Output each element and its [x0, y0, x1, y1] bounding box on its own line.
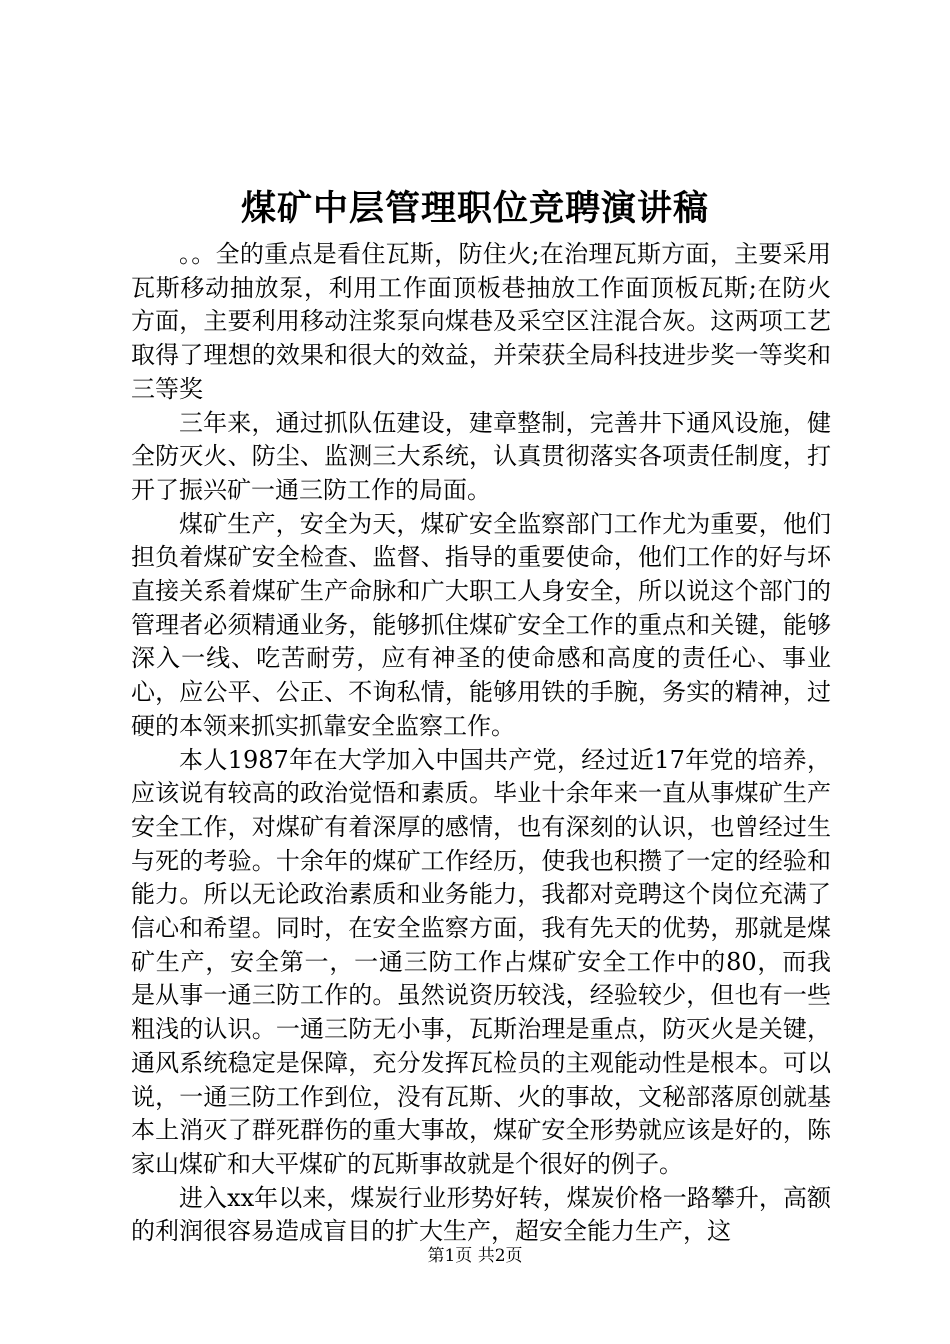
paragraph-2: 三年来，通过抓队伍建设，建章整制，完善井下通风设施，健全防灭火、防尘、监测三大系统，认真贯彻落实各项责任制度，打开了振兴矿一通三防工作的局面。 — [131, 408, 831, 504]
paragraph-3: 煤矿生产，安全为天，煤矿安全监察部门工作尤为重要，他们担负着煤矿安全检查、监督、指导的重要使命，他们工作的好与坏直接关系着煤矿生产命脉和广大职工人身安全，所以说这个部门的管理者必须精通业务，能够抓住煤矿安全工作的重点和关键，能够深入一线、吃苦耐劳，应有神圣的使命感和高度的责任心、事业心，应公平、公正、不询私情，能够用铁的手腕，务实的精神，过硬的本领来抓实抓靠安全监察工作。 — [131, 509, 831, 740]
document-body — [131, 238, 831, 1249]
paragraph-1: 。。全的重点是看住瓦斯，防住火;在治理瓦斯方面，主要采用瓦斯移动抽放泵，利用工作面顶板巷抽放工作面顶板瓦斯;在防火方面，主要利用移动注浆泵向煤巷及采空区注混合灰。这两项工艺取得了理想的效果和很大的效益，并荣获全局科技进步奖一等奖和三等奖 — [131, 240, 831, 403]
paragraph-5: 进入xx年以来，煤炭行业形势好转，煤炭价格一路攀升，高额的利润很容易造成盲目的扩大生产，超安全能力生产，这 — [131, 1183, 831, 1246]
page-title: 煤矿中层管理职位竞聘演讲稿 — [240, 188, 709, 229]
page-number-footer: 第1页 共2页 — [427, 1246, 523, 1266]
paragraph-4: 本人1987年在大学加入中国共产党，经过近17年党的培养，应该说有较高的政治觉悟和素质。毕业十余年来一直从事煤矿生产安全工作，对煤矿有着深厚的感情，也有深刻的认识，也曾经过生与死的考验。十余年的煤矿工作经历，使我也积攒了一定的经验和能力。所以无论政治素质和业务能力，我都对竞聘这个岗位充满了信心和希望。同时，在安全监察方面，我有先天的优势，那就是煤矿生产，安全第一，一通三防工作占煤矿安全工作中的80，而我是从事一通三防工作的。虽然说资历较浅，经验较少，但也有一些粗浅的认识。一通三防无小事，瓦斯治理是重点，防灭火是关键，通风系统稳定是保障，充分发挥瓦检员的主观能动性是根本。可以说，一通三防工作到位，没有瓦斯、火的事故，文秘部落原创就基本上消灭了群死群伤的重大事故，煤矿安全形势就应该是好的，陈家山煤矿和大平煤矿的瓦斯事故就是个很好的例子。 — [131, 745, 831, 1178]
